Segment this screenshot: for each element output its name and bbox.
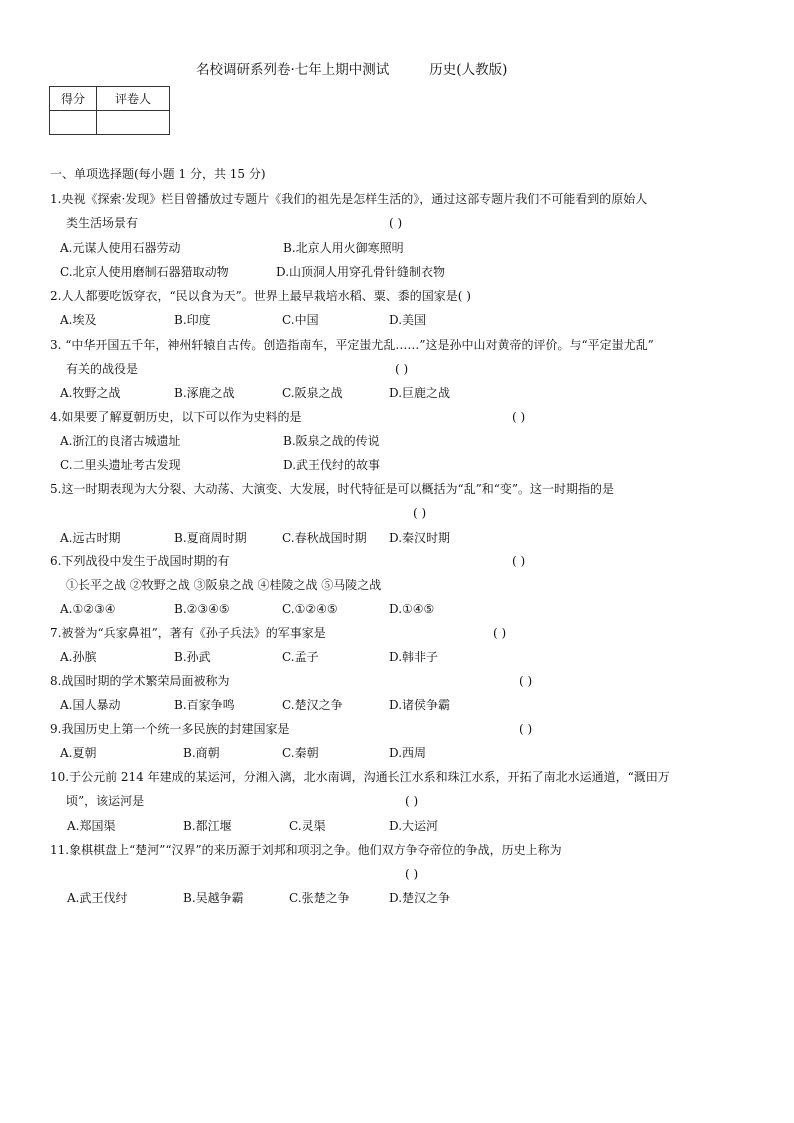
grader-cell[interactable] <box>97 111 170 135</box>
score-table <box>49 86 170 135</box>
exam-subject: 历史(人教版) <box>429 62 508 78</box>
question-11-option-a[interactable]: A.武王伐纣 <box>67 891 128 905</box>
question-3-text-cont: 有关的战役是 <box>66 362 139 376</box>
question-4-option-c[interactable]: C.二里头遗址考古发现 <box>60 458 181 472</box>
question-7-option-d[interactable]: D.韩非子 <box>389 650 439 664</box>
question-1-option-c[interactable]: C.北京人使用磨制石器猎取动物 <box>60 265 229 279</box>
question-10-text-cont: 顷”，该运河是 <box>66 794 145 808</box>
question-1-option-a[interactable]: A.元谋人使用石器劳动 <box>60 241 181 255</box>
question-6-option-a[interactable]: A.①②③④ <box>60 602 116 616</box>
question-8-option-d[interactable]: D.诸侯争霸 <box>389 698 451 712</box>
question-6-battle-list: ①长平之战 ②牧野之战 ③阪泉之战 ④桂陵之战 ⑤马陵之战 <box>66 578 382 592</box>
question-6-option-d[interactable]: D.①④⑤ <box>389 602 435 616</box>
question-8-option-b[interactable]: B.百家争鸣 <box>174 698 235 712</box>
score-cell[interactable] <box>50 111 97 135</box>
question-6-answer-blank[interactable]: ( ) <box>512 554 526 568</box>
question-2-text: 2.人人都要吃饭穿衣，“民以食为天”。世界上最早栽培水稻、粟、黍的国家是( ) <box>50 289 471 303</box>
question-6-option-c[interactable]: C.①②④⑤ <box>282 602 338 616</box>
question-10-option-a[interactable]: A.郑国渠 <box>67 819 116 833</box>
question-11-answer-blank[interactable]: ( ) <box>405 867 419 881</box>
question-3-option-c[interactable]: C.阪泉之战 <box>282 386 343 400</box>
question-10-option-c[interactable]: C.灵渠 <box>289 819 326 833</box>
question-1-option-b[interactable]: B.北京人用火御寒照明 <box>283 241 404 255</box>
exam-series-title: 名校调研系列卷·七年上期中测试 <box>196 62 390 78</box>
grader-header: 评卷人 <box>97 87 170 111</box>
question-10-option-b[interactable]: B.都江堰 <box>183 819 232 833</box>
question-5-text: 5.这一时期表现为大分裂、大动荡、大演变、大发展，时代特征是可以概括为“乱”和“变”。这一时期指的是 <box>50 482 614 496</box>
question-9-option-b[interactable]: B.商朝 <box>183 746 220 760</box>
section-heading: 一、单项选择题(每小题 1 分，共 15 分) <box>50 167 266 181</box>
question-8-answer-blank[interactable]: ( ) <box>519 674 533 688</box>
question-3-option-b[interactable]: B.涿鹿之战 <box>174 386 235 400</box>
question-4-answer-blank[interactable]: ( ) <box>512 410 526 424</box>
score-header: 得分 <box>50 87 97 111</box>
question-9-option-c[interactable]: C.秦朝 <box>282 746 319 760</box>
question-7-option-b[interactable]: B.孙武 <box>174 650 211 664</box>
question-4-option-a[interactable]: A.浙江的良渚古城遗址 <box>60 434 181 448</box>
question-8-option-a[interactable]: A.国人暴动 <box>60 698 121 712</box>
question-9-option-a[interactable]: A.夏朝 <box>60 746 97 760</box>
question-8-option-c[interactable]: C.楚汉之争 <box>282 698 343 712</box>
exam-title <box>196 62 507 78</box>
question-3-text: 3. “中华开国五千年，神州轩辕自古传。创造指南车，平定蚩尤乱……”这是孙中山对黄帝的评价。与“平定蚩尤乱” <box>50 338 654 352</box>
question-8-text: 8.战国时期的学术繁荣局面被称为 <box>50 674 230 688</box>
question-7-option-c[interactable]: C.孟子 <box>282 650 319 664</box>
question-6-text: 6.下列战役中发生于战国时期的有 <box>50 554 230 568</box>
question-5-option-a[interactable]: A.远古时期 <box>60 531 121 545</box>
question-10-option-d[interactable]: D.大运河 <box>389 819 439 833</box>
question-11-option-d[interactable]: D.楚汉之争 <box>389 891 451 905</box>
question-3-option-a[interactable]: A.牧野之战 <box>60 386 121 400</box>
question-2-option-d[interactable]: D.美国 <box>389 313 427 327</box>
question-2-option-b[interactable]: B.印度 <box>174 313 211 327</box>
question-3-option-d[interactable]: D.巨鹿之战 <box>389 386 451 400</box>
question-1-answer-blank[interactable]: ( ) <box>389 216 403 230</box>
question-11-option-b[interactable]: B.吴越争霸 <box>183 891 244 905</box>
question-2-option-c[interactable]: C.中国 <box>282 313 319 327</box>
question-9-option-d[interactable]: D.西周 <box>389 746 427 760</box>
question-11-option-c[interactable]: C.张楚之争 <box>289 891 350 905</box>
question-9-text: 9.我国历史上第一个统一多民族的封建国家是 <box>50 722 290 736</box>
question-5-option-c[interactable]: C.春秋战国时期 <box>282 531 367 545</box>
question-1-text: 1.央视《探索·发现》栏目曾播放过专题片《我们的祖先是怎样生活的》，通过这部专题片我们不可能看到的原始人 <box>50 192 648 206</box>
question-5-option-d[interactable]: D.秦汉时期 <box>389 531 451 545</box>
question-1-option-d[interactable]: D.山顶洞人用穿孔骨针缝制衣物 <box>276 265 446 279</box>
question-9-answer-blank[interactable]: ( ) <box>519 722 533 736</box>
question-1-text-cont: 类生活场景有 <box>66 216 139 230</box>
question-6-option-b[interactable]: B.②③④⑤ <box>174 602 230 616</box>
question-11-text: 11.象棋棋盘上“楚河”“汉界”的来历源于刘邦和项羽之争。他们双方争夺帝位的争战，历史上称为 <box>50 843 562 857</box>
question-3-answer-blank[interactable]: ( ) <box>395 362 409 376</box>
question-5-answer-blank[interactable]: ( ) <box>413 506 427 520</box>
question-4-text: 4.如果要了解夏朝历史，以下可以作为史料的是 <box>50 410 302 424</box>
question-7-answer-blank[interactable]: ( ) <box>493 626 507 640</box>
question-10-answer-blank[interactable]: ( ) <box>405 794 419 808</box>
question-7-option-a[interactable]: A.孙膑 <box>60 650 97 664</box>
question-4-option-b[interactable]: B.阪泉之战的传说 <box>283 434 380 448</box>
question-5-option-b[interactable]: B.夏商周时期 <box>174 531 247 545</box>
question-4-option-d[interactable]: D.武王伐纣的故事 <box>283 458 381 472</box>
question-2-option-a[interactable]: A.埃及 <box>60 313 97 327</box>
question-10-text: 10.于公元前 214 年建成的某运河，分湘入漓，北水南调，沟通长江水系和珠江水系，开拓了南北水运通道，“溉田万 <box>50 770 670 784</box>
question-7-text: 7.被誉为“兵家鼻祖”，著有《孙子兵法》的军事家是 <box>50 626 326 640</box>
